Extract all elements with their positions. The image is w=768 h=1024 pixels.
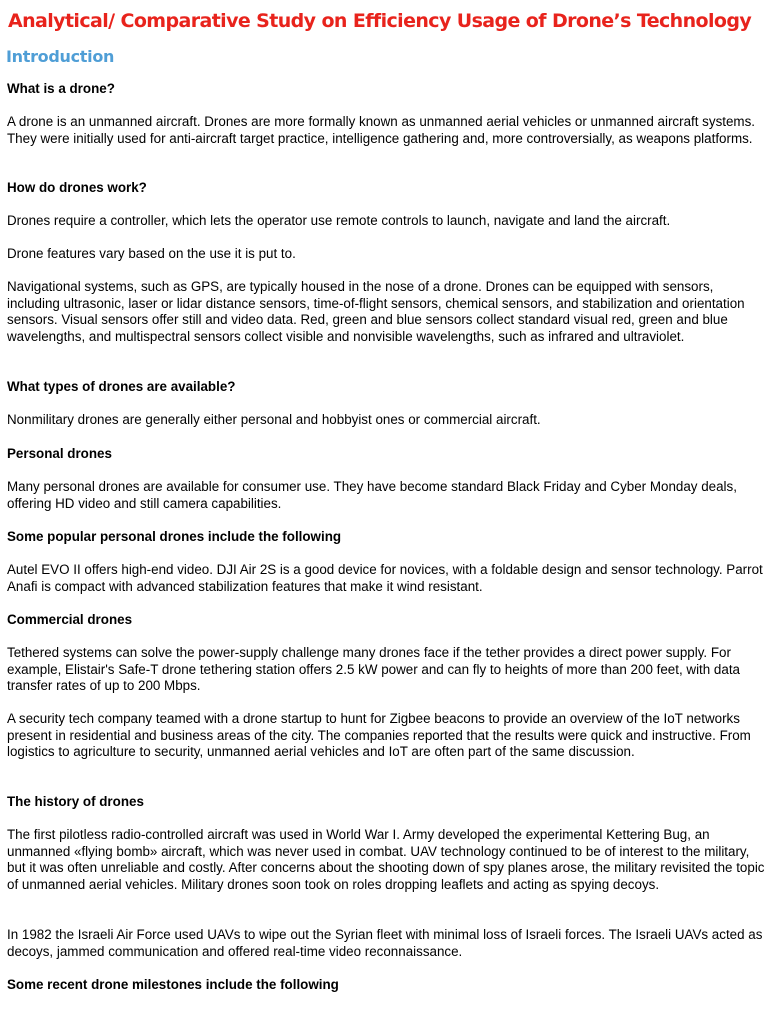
paragraph-tethered-systems: Tethered systems can solve the power-supply challenge many drones face if the tether provides a direct power supply. For example, Elistair's Safe-T drone tethering station offers 2.5 kW power and can fly to heights of more than 200 feet, with data transfer rates of up to 200 Mbps. [7,645,740,694]
subheading-commercial-drones: Commercial drones [7,612,133,627]
subheading-popular-personal-drones: Some popular personal drones include the following [7,529,342,544]
paragraph-nonmilitary-drones: Nonmilitary drones are generally either personal and hobbyist ones or commercial aircraft. [7,412,541,427]
paragraph-navigational-systems: Navigational systems, such as GPS, are typically housed in the nose of a drone. Drones can be equipped with sensors, including ultrasonic, laser or lidar distance sensors, time-of-flight sensors, chemical sensors, and stabilization and orientation sensors. Visual sensors offer still and video data. Red, green and blue sensors collect standard visual red, green and blue wavelengths, and multispectral sensors collect visible and nonvisible wavelengths, such as infrared and ultraviolet. [7,279,745,345]
paragraph-security-tech: A security tech company teamed with a drone startup to hunt for Zigbee beacons to provide an overview of the IoT networks present in residential and business areas of the city. The companies reported that the results were quick and instructive. From logistics to agriculture to security, unmanned aerial vehicles and IoT are often part of the same discussion. [7,711,751,760]
subheading-drone-types: What types of drones are available? [7,379,236,394]
paragraph-drone-features: Drone features vary based on the use it is put to. [7,246,296,261]
subheading-history-of-drones: The history of drones [7,794,144,809]
subheading-recent-milestones: Some recent drone milestones include the following [7,977,339,992]
paragraph-drone-controller: Drones require a controller, which lets the operator use remote controls to launch, navigate and land the aircraft. [7,213,671,228]
paragraph-israeli-air-force: In 1982 the Israeli Air Force used UAVs to wipe out the Syrian fleet with minimal loss of Israeli forces. The Israeli UAVs acted as decoys, jammed communication and offered real-time video reconnaissance. [7,927,763,959]
document-title: Analytical/ Comparative Study on Efficiency Usage of Drone’s Technology [8,10,752,32]
paragraph-popular-personal-drones: Autel EVO II offers high-end video. DJI Air 2S is a good device for novices, with a foldable design and sensor technology. Parrot Anafi is compact with advanced stabilization features that make it wind resistant. [7,562,763,594]
subheading-how-drones-work: How do drones work? [7,180,147,195]
paragraph-history: The first pilotless radio-controlled aircraft was used in World War I. Army developed the experimental Kettering Bug, an unmanned «flying bomb» aircraft, which was never used in combat. UAV technology continued to be of interest to the military, but it was often unreliable and costly. After concerns about the shooting down of spy planes arose, the military revisited the topic of unmanned aerial vehicles. Military drones soon took on roles dropping leaflets and acting as spying decoys. [7,827,765,893]
paragraph-drone-definition: A drone is an unmanned aircraft. Drones are more formally known as unmanned aerial vehicles or unmanned aircraft systems. They were initially used for anti-aircraft target practice, intelligence gathering and, more controversially, as weapons platforms. [7,114,756,146]
subheading-personal-drones: Personal drones [7,446,112,461]
section-heading-introduction: Introduction [6,47,115,66]
subheading-what-is-a-drone: What is a drone? [7,81,115,96]
paragraph-personal-drones: Many personal drones are available for consumer use. They have become standard Black Friday and Cyber Monday deals, offering HD video and still camera capabilities. [7,479,737,511]
